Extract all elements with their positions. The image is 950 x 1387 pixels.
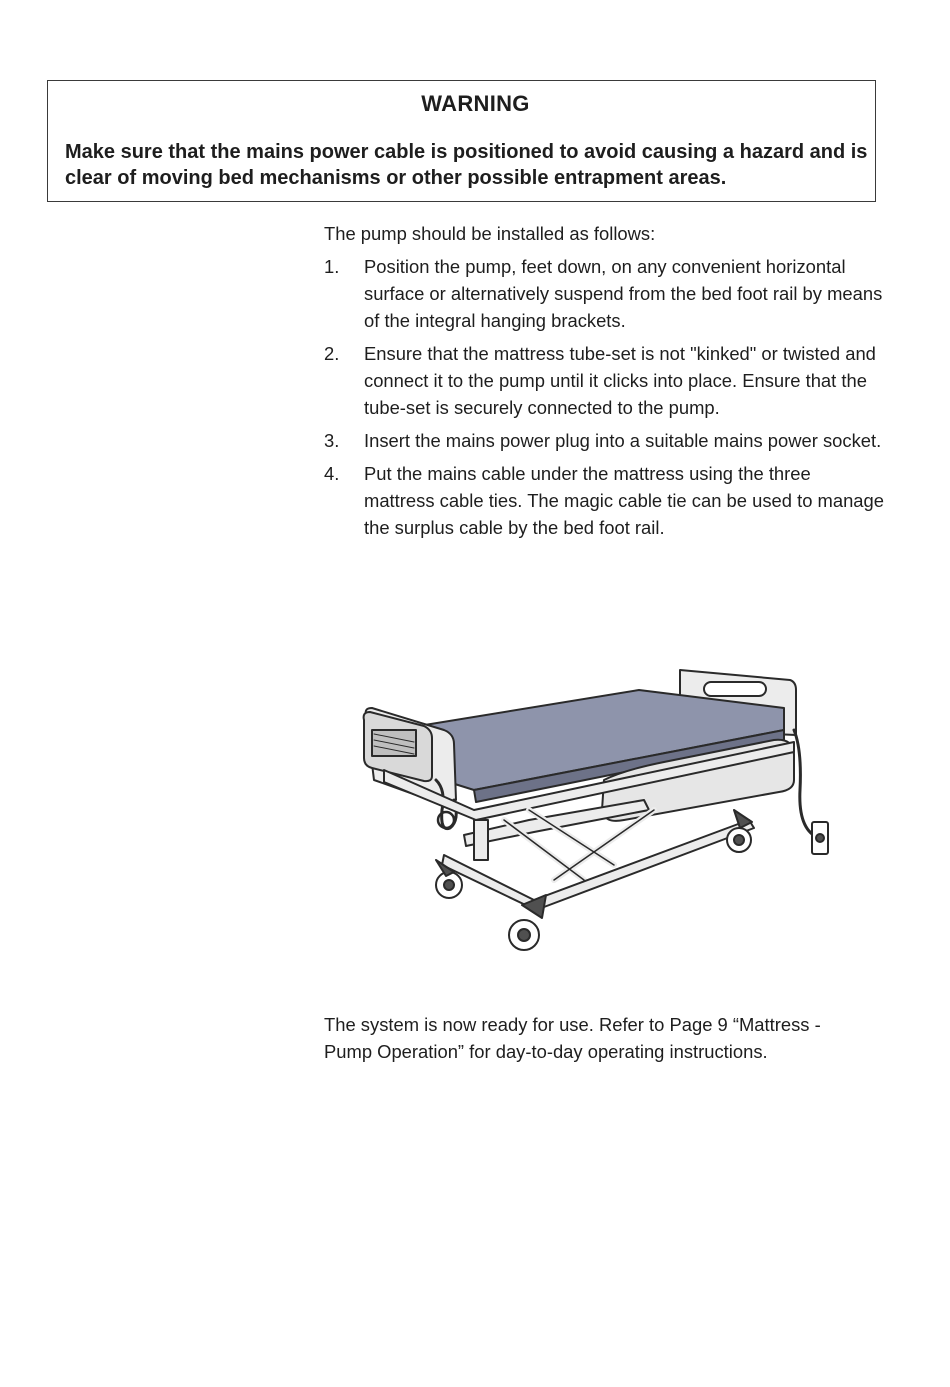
warning-box bbox=[47, 80, 876, 202]
warning-title: WARNING bbox=[421, 91, 530, 116]
step-4 bbox=[324, 460, 884, 541]
support-column bbox=[474, 820, 488, 860]
step-text: Position the pump, feet down, on any convenient horizontal surface or alternatively suspend from the bed foot rail by means of the integral hanging brackets. bbox=[364, 256, 883, 331]
step-number: 2. bbox=[324, 343, 340, 364]
step-1 bbox=[324, 253, 884, 334]
step-3 bbox=[324, 427, 884, 454]
warning-text: Make sure that the mains power cable is positioned to avoid causing a hazard and is clear of moving bed mechanisms or other possible entrapment areas. bbox=[65, 141, 868, 189]
bed-illustration bbox=[354, 660, 844, 960]
step-text: Insert the mains power plug into a suitable mains power socket. bbox=[364, 430, 882, 451]
pump-display bbox=[372, 730, 416, 756]
step-text: Ensure that the mattress tube-set is not "kinked" or twisted and connect it to the pump until it clicks into place. Ensure that the tube-set is securely connected to the pump. bbox=[364, 343, 876, 418]
step-number: 4. bbox=[324, 463, 340, 484]
step-number: 1. bbox=[324, 256, 340, 277]
installation-steps bbox=[324, 253, 884, 547]
step-number: 3. bbox=[324, 430, 340, 451]
step-text: Put the mains cable under the mattress using the three mattress cable ties. The magic cable tie can be used to manage the surplus cable by the bed foot rail. bbox=[364, 463, 884, 538]
closing-text: The system is now ready for use. Refer to Page 9 “Mattress - Pump Operation” for day-to-day operating instructions. bbox=[324, 1014, 821, 1062]
headboard-handle bbox=[704, 682, 766, 696]
step-2 bbox=[324, 340, 884, 421]
intro-text: The pump should be installed as follows: bbox=[324, 223, 656, 244]
